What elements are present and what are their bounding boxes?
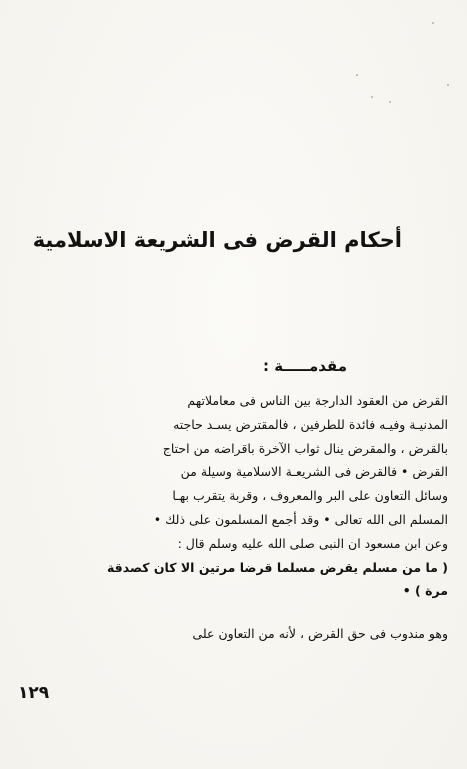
print-speck <box>447 84 449 86</box>
page-number: ١٢٩ <box>18 683 50 703</box>
hadith-line-end: مرة ) • <box>402 583 448 599</box>
paragraph-line: القرض • فالقرض فى الشريعـة الاسلامية وسيلة من <box>180 464 448 480</box>
hadith-line: ( ما من مسلم يقرض مسلما قرضا مرتين الا كان كصدقة <box>106 559 448 575</box>
print-speck <box>356 74 358 76</box>
paragraph-line: بالقرض ، والمقرض ينال ثواب الآخرة باقراضه من احتاج <box>162 440 448 456</box>
print-speck <box>389 101 391 103</box>
section-heading: مقدمـــــة : <box>263 357 347 375</box>
print-speck <box>371 96 373 98</box>
paragraph-line: المسلم الى الله تعالى • وقد أجمع المسلمون على ذلك • <box>153 511 448 527</box>
body-paragraph <box>16 389 448 603</box>
print-speck <box>432 22 434 24</box>
chapter-title: أحكام القرض فى الشريعة الاسلامية <box>32 228 402 252</box>
paragraph-line: وسائل التعاون على البر والمعروف ، وقربة يتقرب بهـا <box>172 488 448 504</box>
continuation-line: وهو مندوب فى حق القرض ، لأنه من التعاون على <box>192 626 448 641</box>
paragraph-line: القرض من العقود الدارجة بين الناس فى معاملاتهم <box>187 393 448 408</box>
paragraph-line: المدنيـة وفيـه فائدة للطرفين ، فالمقترض يسـد حاجته <box>173 416 448 432</box>
paragraph-line: وعن ابن مسعود ان النبى صلى الله عليه وسلم قال : <box>177 535 448 551</box>
